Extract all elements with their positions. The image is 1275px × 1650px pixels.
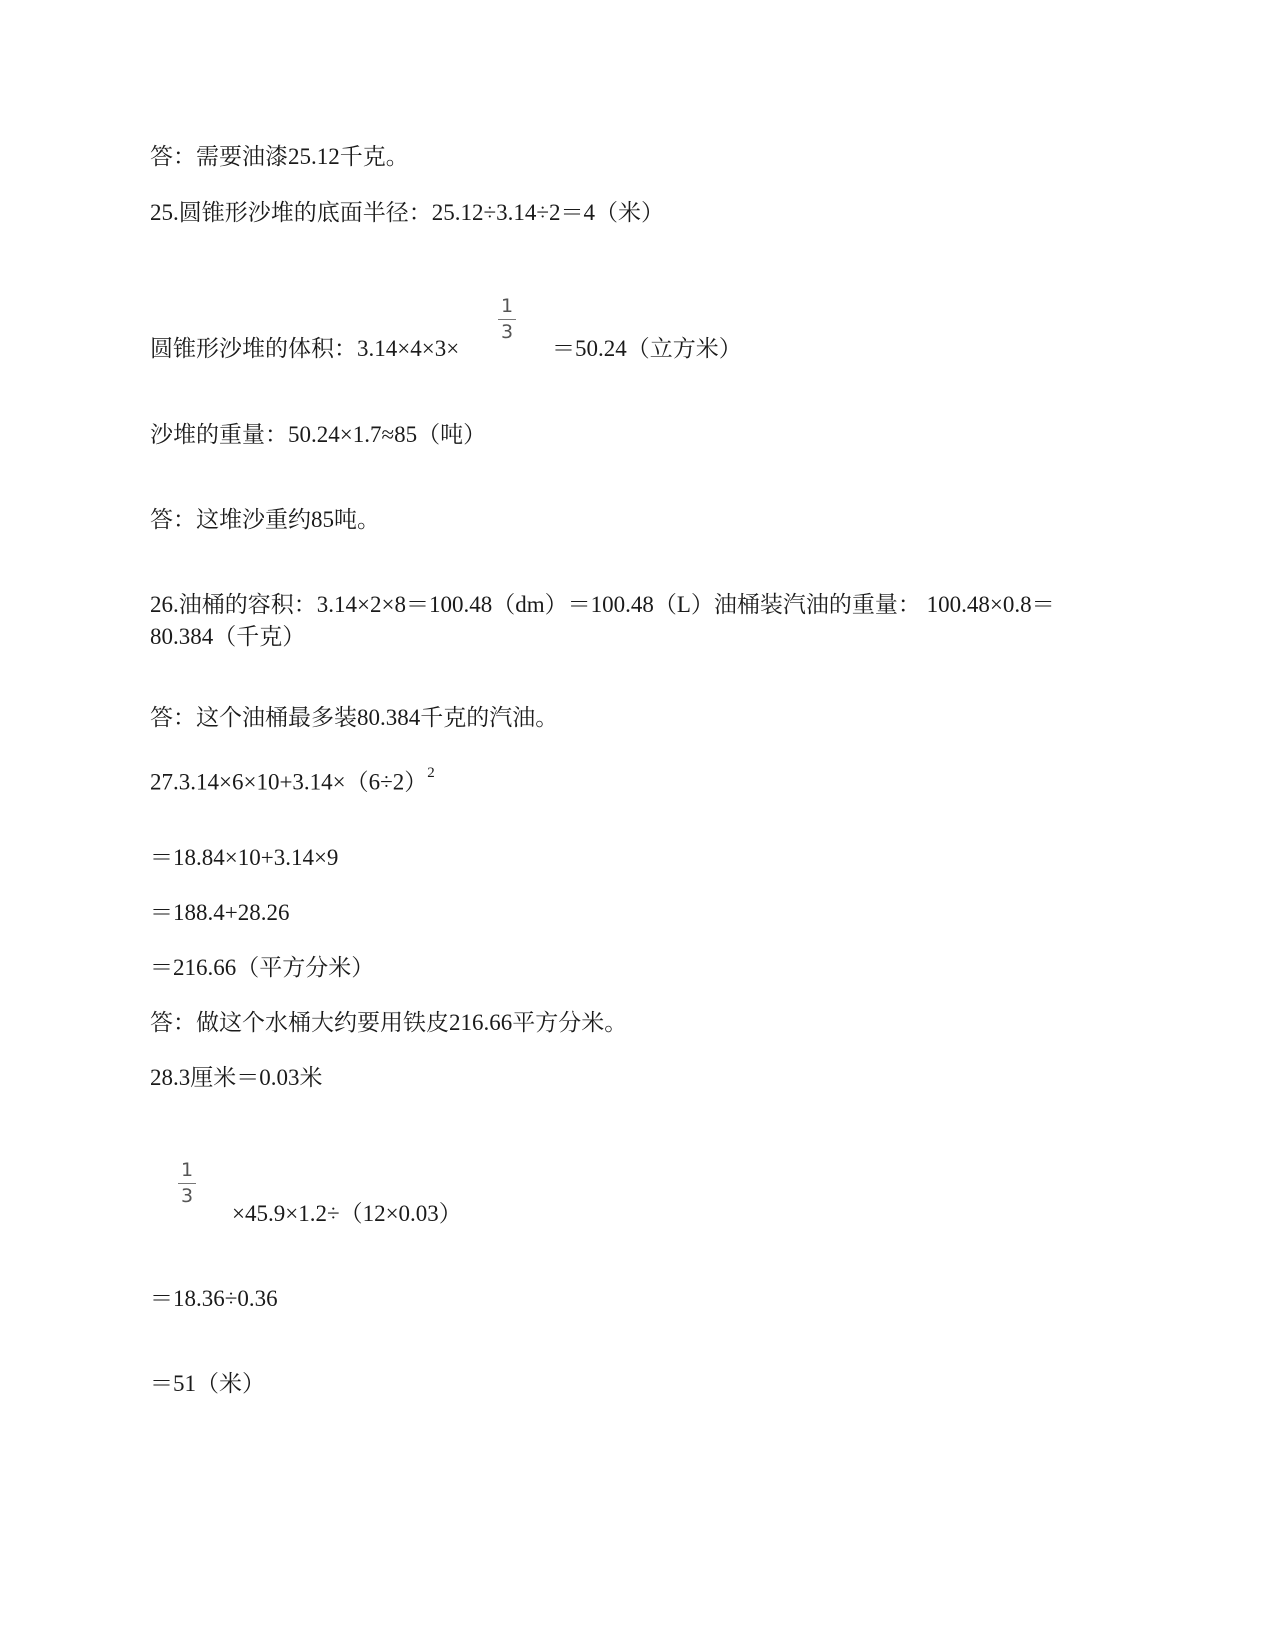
problem-27-step-3: ＝216.66（平方分米） — [150, 955, 375, 980]
answer-25: 答：这堆沙重约85吨。 — [150, 507, 380, 532]
answer-24: 答：需要油漆25.12千克。 — [150, 144, 409, 169]
problem-28-step-2: ＝51（米） — [150, 1371, 265, 1396]
fraction-numerator: 1 — [180, 1159, 194, 1181]
fraction-numerator: 1 — [500, 295, 514, 317]
answer-27: 答：做这个水桶大约要用铁皮216.66平方分米。 — [150, 1010, 628, 1035]
problem-25-volume-left: 圆锥形沙堆的体积：3.14×4×3× — [150, 336, 460, 361]
problem-28-step-1: ＝18.36÷0.36 — [150, 1286, 278, 1311]
exponent: 2 — [427, 765, 435, 781]
answer-26: 答：这个油桶最多装80.384千克的汽油。 — [150, 705, 559, 730]
problem-25-radius: 25.圆锥形沙堆的底面半径：25.12÷3.14÷2＝4（米） — [150, 200, 664, 225]
fraction-denominator: 3 — [180, 1185, 194, 1207]
problem-27-expression-text: 27.3.14×6×10+3.14×（6÷2） — [150, 769, 428, 795]
fraction-one-third-28 — [178, 1160, 196, 1206]
fraction-bar — [178, 1183, 196, 1184]
problem-27-step-1: ＝18.84×10+3.14×9 — [150, 845, 339, 870]
problem-28-expression: ×45.9×1.2÷（12×0.03） — [232, 1201, 462, 1226]
problem-27-expression — [150, 762, 435, 798]
problem-28-conversion: 28.3厘米＝0.03米 — [150, 1065, 323, 1090]
problem-25-volume-right: ＝50.24（立方米） — [552, 336, 742, 361]
problem-25-weight: 沙堆的重量：50.24×1.7≈85（吨） — [150, 422, 487, 447]
problem-27-step-2: ＝188.4+28.26 — [150, 900, 290, 925]
fraction-one-third-volume — [498, 296, 516, 342]
problem-26: 26.油桶的容积：3.14×2×8＝100.48（dm）＝100.48（L）油桶装汽油的重量： 100.48×0.8＝80.384（千克） — [150, 592, 1055, 649]
fraction-bar — [498, 319, 516, 320]
fraction-denominator: 3 — [500, 321, 514, 343]
